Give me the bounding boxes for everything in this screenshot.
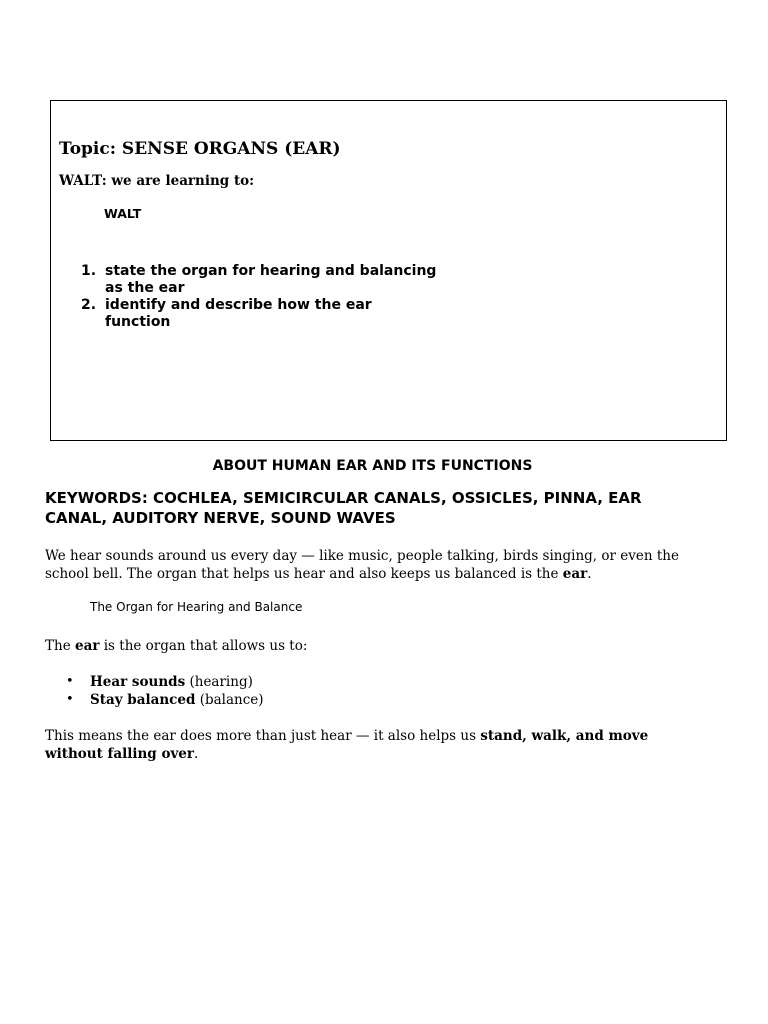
list-item [81,297,441,331]
allows-paragraph [45,637,715,655]
bullet-bold: Stay balanced [90,692,196,708]
list-item [66,691,264,709]
summary-paragraph [45,727,685,763]
summary-end: . [194,746,199,762]
list-item [81,263,441,297]
intro-text: We hear sounds around us every day — like music, people talking, birds singing, or even the school bell. The organ that helps us hear and also keeps us balanced is the [45,548,679,582]
bullet-rest: (hearing) [185,674,253,690]
objective-text: state the organ for hearing and balancing as the ear [105,263,437,296]
objective-text: identify and describe how the ear function [105,297,372,330]
walt-label: WALT [104,206,142,221]
bullet-bold: Hear sounds [90,674,186,690]
list-number: 1. [81,263,97,279]
summary-pre: This means the ear does more than just hear — it also helps us [45,728,481,744]
keywords: KEYWORDS: COCHLEA, SEMICIRCULAR CANALS, OSSICLES, PINNA, EAR CANAL, AUDITORY NERVE, SOUND WAVES [45,489,642,527]
list-item [66,673,264,691]
bullet-rest: (balance) [195,692,264,708]
topic-title: Topic: SENSE ORGANS (EAR) [59,139,341,159]
list-number: 2. [81,297,97,313]
objectives-list [81,263,441,331]
intro-paragraph [45,547,715,583]
about-heading: ABOUT HUMAN EAR AND ITS FUNCTIONS [212,458,533,474]
allows-pre: The [45,638,75,654]
walt-box [50,100,727,441]
walt-intro: WALT: we are learning to: [59,173,255,189]
intro-end: . [587,566,592,582]
intro-bold: ear [562,566,588,582]
allows-post: is the organ that allows us to: [99,638,308,654]
allows-bold: ear [74,638,100,654]
summary-bold: stand, walk, and move without falling over [45,728,649,762]
function-list [66,673,264,709]
section-heading: The Organ for Hearing and Balance [90,600,303,614]
